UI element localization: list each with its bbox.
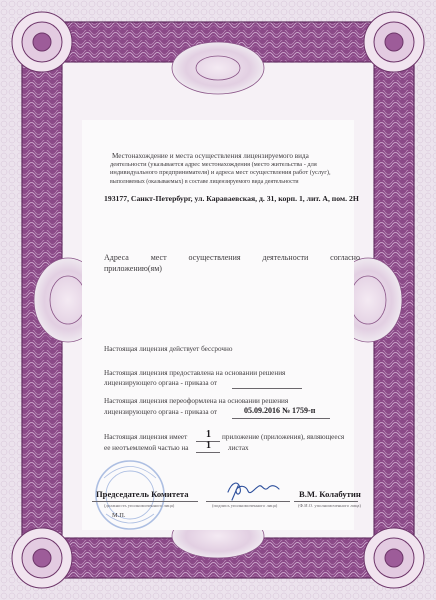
reissue-order-number: 05.09.2016 № 1759-п bbox=[244, 406, 316, 415]
reissued-basis-line-1: Настоящая лицензия переоформлена на основании решения bbox=[104, 397, 289, 405]
position-caption: (должность уполномоченного лица) bbox=[104, 503, 175, 508]
appendix-line-1-start: Настоящая лицензия имеет bbox=[104, 433, 188, 441]
places-note-line-2: приложению(ям) bbox=[104, 264, 162, 273]
places-note-word: Адреса bbox=[104, 253, 129, 262]
signatory-position: Председатель Комитета bbox=[96, 489, 189, 499]
organization-address: 193177, Санкт-Петербург, ул. Караваевская, д. 31, корп. 1, лит. А, пом. 2Н bbox=[104, 194, 359, 203]
reissued-basis-line-2: лицензирующего органа - приказа от bbox=[104, 408, 218, 416]
granted-basis-line-2: лицензирующего органа - приказа от bbox=[104, 379, 218, 387]
places-note-line-1 bbox=[104, 253, 360, 262]
location-intro-line: деятельности (указывается адрес местонахождения (место жительства - для bbox=[110, 160, 317, 168]
name-caption: (Ф.И.О. уполномоченного лица) bbox=[298, 503, 361, 508]
appendix-count: 1 bbox=[206, 429, 211, 440]
location-intro-line: выполняемых (оказываемых) в составе лицензируемого вида деятельности bbox=[110, 178, 299, 185]
corner-ornament-top-left bbox=[12, 12, 72, 72]
granted-date-underline bbox=[232, 388, 302, 389]
signature-caption: (подпись уполномоченного лица) bbox=[212, 503, 278, 508]
appendix-sheets: 1 bbox=[206, 440, 211, 451]
places-note-word: мест bbox=[150, 253, 167, 262]
signature-underline bbox=[206, 501, 290, 502]
granted-basis-line-1: Настоящая лицензия предоставлена на основании решения bbox=[104, 369, 286, 377]
validity-statement: Настоящая лицензия действует бессрочно bbox=[104, 345, 233, 353]
location-intro-line: Местонахождение и места осуществления лицензируемого вида bbox=[112, 152, 309, 160]
places-note-word: деятельности bbox=[262, 253, 309, 262]
appendix-line-2-start: ее неотъемлемой частью на bbox=[104, 444, 189, 452]
location-intro bbox=[110, 152, 331, 186]
corner-ornament-top-right bbox=[364, 12, 424, 72]
corner-ornament-bottom-left bbox=[12, 528, 72, 588]
position-underline bbox=[92, 501, 198, 502]
name-underline bbox=[294, 501, 358, 502]
appendix-line-2-end: листах bbox=[228, 444, 249, 452]
signatory-name: В.М. Колабутин bbox=[299, 489, 361, 499]
location-intro-line: индивидуального предпринимателя) и адреса мест осуществления работ (услуг), bbox=[110, 169, 331, 177]
corner-ornament-bottom-right bbox=[364, 528, 424, 588]
seal-place-mark: М.П. bbox=[112, 512, 126, 519]
appendix-line-1-end: приложение (приложения), являющееся bbox=[222, 433, 345, 441]
places-note-word: осуществления bbox=[188, 253, 241, 262]
reissue-order-underline bbox=[232, 418, 330, 419]
appendix-sheets-underline bbox=[196, 452, 220, 453]
places-note-word: согласно bbox=[330, 253, 360, 262]
top-ornament bbox=[172, 42, 264, 94]
